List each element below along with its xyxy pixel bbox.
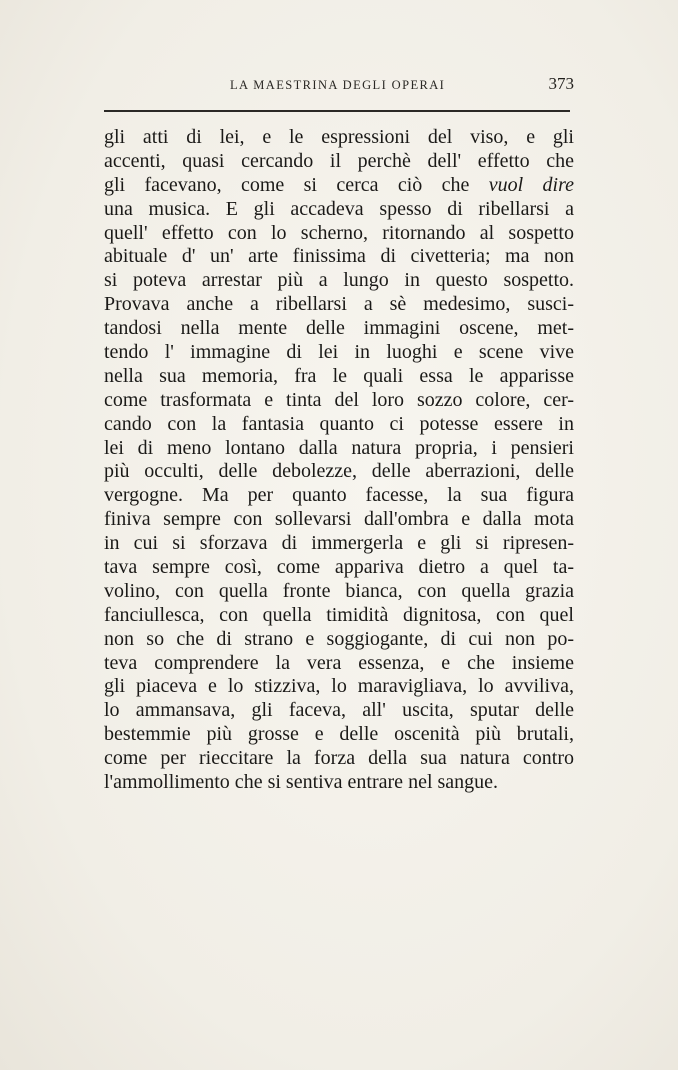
text-line: lei di meno lontano dalla natura propria, i pensieri <box>104 436 574 459</box>
italic-phrase: vuol dire <box>488 173 574 196</box>
text-line: nella sua memoria, fra le quali essa le apparisse <box>104 364 574 387</box>
body-text <box>104 126 574 795</box>
text-line-segment: gli facevano, come si cerca ciò che <box>104 173 489 196</box>
text-line: volino, con quella fronte bianca, con quella grazia <box>104 579 574 602</box>
text-line: una musica. E gli accadeva spesso di ribellarsi a <box>104 197 574 220</box>
text-line: lo ammansava, gli faceva, all' uscita, sputar delle <box>104 699 574 722</box>
running-title: LA MAESTRINA DEGLI OPERAI <box>230 78 446 92</box>
text-line: accenti, quasi cercando il perchè dell' effetto che <box>104 149 574 172</box>
text-line: Provava anche a ribellarsi a sè medesimo, susci- <box>104 293 574 316</box>
text-line: come trasformata e tinta del loro sozzo colore, cer- <box>104 388 574 411</box>
text-line: abituale d' un' arte finissima di civetteria; ma non <box>104 245 574 268</box>
text-line: finiva sempre con sollevarsi dall'ombra e dalla mota <box>104 508 574 531</box>
text-line: bestemmie più grosse e delle oscenità più brutali, <box>104 723 574 746</box>
text-line: tendo l' immagine di lei in luoghi e scene vive <box>104 341 574 364</box>
header-rule <box>104 110 570 112</box>
text-line: vergogne. Ma per quanto facesse, la sua figura <box>104 484 574 507</box>
text-line: tandosi nella mente delle immagini oscene, met- <box>104 317 574 340</box>
text-line: teva comprendere la vera essenza, e che insieme <box>104 651 574 674</box>
text-line <box>104 174 574 198</box>
text-line: tava sempre così, come appariva dietro a quel ta- <box>104 556 574 579</box>
text-line: non so che di strano e soggiogante, di cui non po- <box>104 627 574 650</box>
text-line: cando con la fantasia quanto ci potesse essere in <box>104 412 574 435</box>
text-line: quell' effetto con lo scherno, ritornando al sospetto <box>104 221 574 244</box>
page-number: 373 <box>548 74 574 93</box>
text-line: più occulti, delle debolezze, delle aberrazioni, delle <box>104 460 574 483</box>
text-line: fanciullesca, con quella timidità dignitosa, con quel <box>104 603 574 626</box>
text-line: come per rieccitare la forza della sua natura contro <box>104 747 574 770</box>
text-line: l'ammollimento che si sentiva entrare nel sangue. <box>104 771 499 794</box>
text-line: gli atti di lei, e le espressioni del viso, e gli <box>104 126 574 148</box>
text-line: in cui si sforzava di immergerla e gli si ripresen- <box>104 532 574 555</box>
text-line: si poteva arrestar più a lungo in questo sospetto. <box>104 269 574 292</box>
text-line: gli piaceva e lo stizziva, lo maravigliava, lo avviliva, <box>104 675 574 698</box>
running-head <box>100 66 576 106</box>
